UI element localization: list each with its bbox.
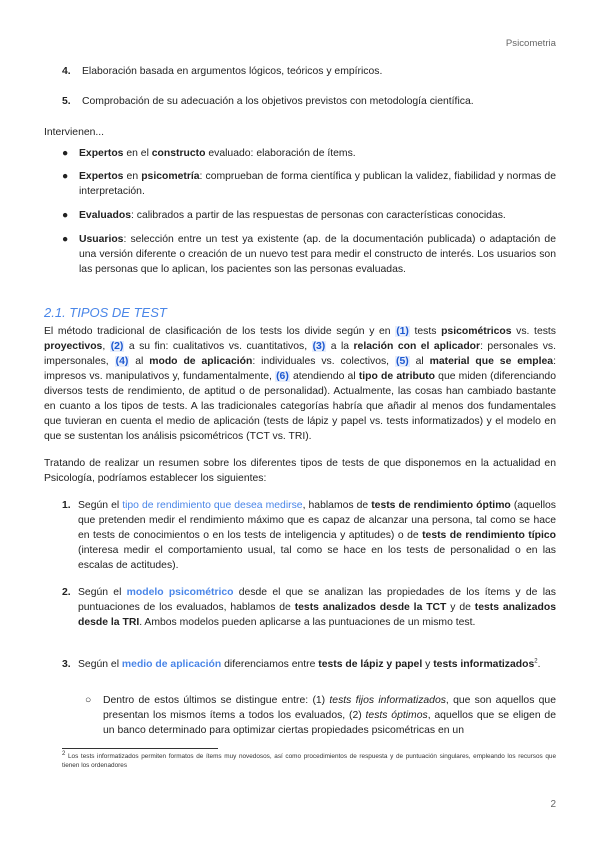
section-heading: 2.1. TIPOS DE TEST — [44, 305, 167, 320]
section-paragraph-2: Tratando de realizar un resumen sobre los diferentes tipos de tests de que disponemos en la actualidad en Psicología, podríamos establecer los siguientes: — [44, 458, 556, 484]
type-item-2: 2. Según el modelo psicométrico desde el que se analizan las propiedades de los ítems y de las puntuaciones de los evaluados, hablamos de tests analizados desde la TCT y de tests analizados desde la TRI. Ambos modelos pueden aplicarse a las puntuaciones de un mismo test. — [62, 587, 556, 628]
type-item-1: 1. Según el tipo de rendimiento que desea medirse, hablamos de tests de rendimiento óptimo (aquellos que pretenden medir el rendimiento máximo que es capaz de alcanzar una persona, tal como se hace en tests de conocimientos o en los tests de inteligencia y aptitudes) o de tests de rendimiento típico (interesa medir el comportamiento usual, tal como se hace en los tests de personalidad o en las escalas de actitudes). — [62, 500, 556, 571]
footnote: $^2$ Los tests informatizados permiten formatos de ítems muy novedosos, así como procedimientos de respuesta y de puntuación singulares, empleando los recursos que tienen los ordenadores — [62, 750, 556, 769]
item-number: 4. — [62, 66, 71, 77]
footnote-divider — [62, 748, 218, 749]
circle-bullet-icon: ○ — [85, 695, 92, 706]
item-text: Comprobación de su adecuación a los objetivos previstos con metodología científica. — [82, 96, 474, 107]
numbered-item-4 — [62, 64, 552, 79]
bullet-expertos-constructo: ● Expertos en el constructo evaluado: elaboración de ítems. — [62, 148, 356, 159]
bullet-expertos-psicometria: ● Expertos en psicometría: comprueban de forma científica y publican la validez, fiabilidad y normas de interpretación. — [62, 171, 556, 197]
bullet-icon: ● — [62, 210, 69, 221]
page-header-title: Psicometria — [505, 38, 556, 49]
item-number: 5. — [62, 96, 71, 107]
type-subitem: ○ Dentro de estos últimos se distingue entre: (1) tests fijos informatizados, que son aquellos que presentan los mismos ítems a todos los evaluados, (2) tests óptimos, aquellos que se eligen de un banco determinado para optimizar ciertas propiedades psicométricas en un — [85, 695, 556, 736]
numbered-item-5 — [62, 94, 552, 109]
intervienen-label: Intervienen... — [44, 127, 105, 138]
bullet-usuarios: ● Usuarios: selección entre un test ya existente (ap. de la documentación publicada) o adaptación de una versión diferente o creación de un nuevo test para medir el constructo de interés. Los usuarios son las personas que lo aplican, los pacientes son las personas evaluadas. — [62, 234, 556, 275]
bullet-icon: ● — [62, 234, 69, 245]
type-item-3: 3. Según el medio de aplicación diferenciamos entre tests de lápiz y papel y tests informatizados$^2$. — [62, 658, 541, 670]
item-text: Elaboración basada en argumentos lógicos, teóricos y empíricos. — [82, 66, 383, 77]
bullet-icon: ● — [62, 148, 69, 159]
section-paragraph-1: El método tradicional de clasificación de los tests los divide según y en (1) tests psicométricos vs. tests proyectivos, (2) a su fin: cualitativos vs. cuantitativos, (3) a la relación con el aplicador: personales vs. impersonales, (4) al modo de aplicación: individuales vs. colectivos, (5) al material que se emplea: impresos vs. manipulativos y, fundamentalmente, (6) atendiendo al tipo de atributo que miden (diferenciando diversos tests de rendimiento, de aptitud o de personalidad). Actualmente, las cosas han cambiado bastante en cuanto a los tipos de tests. A las tradicionales categorías habría que añadir al menos dos fundamentales que tuvieran en cuenta el medio de aplicación (tests de lápiz y papel vs. tests informatizados) y el modelo en que se sustentan los análisis psicométricos (TCT vs. TRI). — [44, 326, 556, 442]
bullet-icon: ● — [62, 171, 69, 182]
bullet-evaluados: ● Evaluados: calibrados a partir de las respuestas de personas con características conocidas. — [62, 210, 506, 221]
page-number: 2 — [550, 799, 556, 810]
